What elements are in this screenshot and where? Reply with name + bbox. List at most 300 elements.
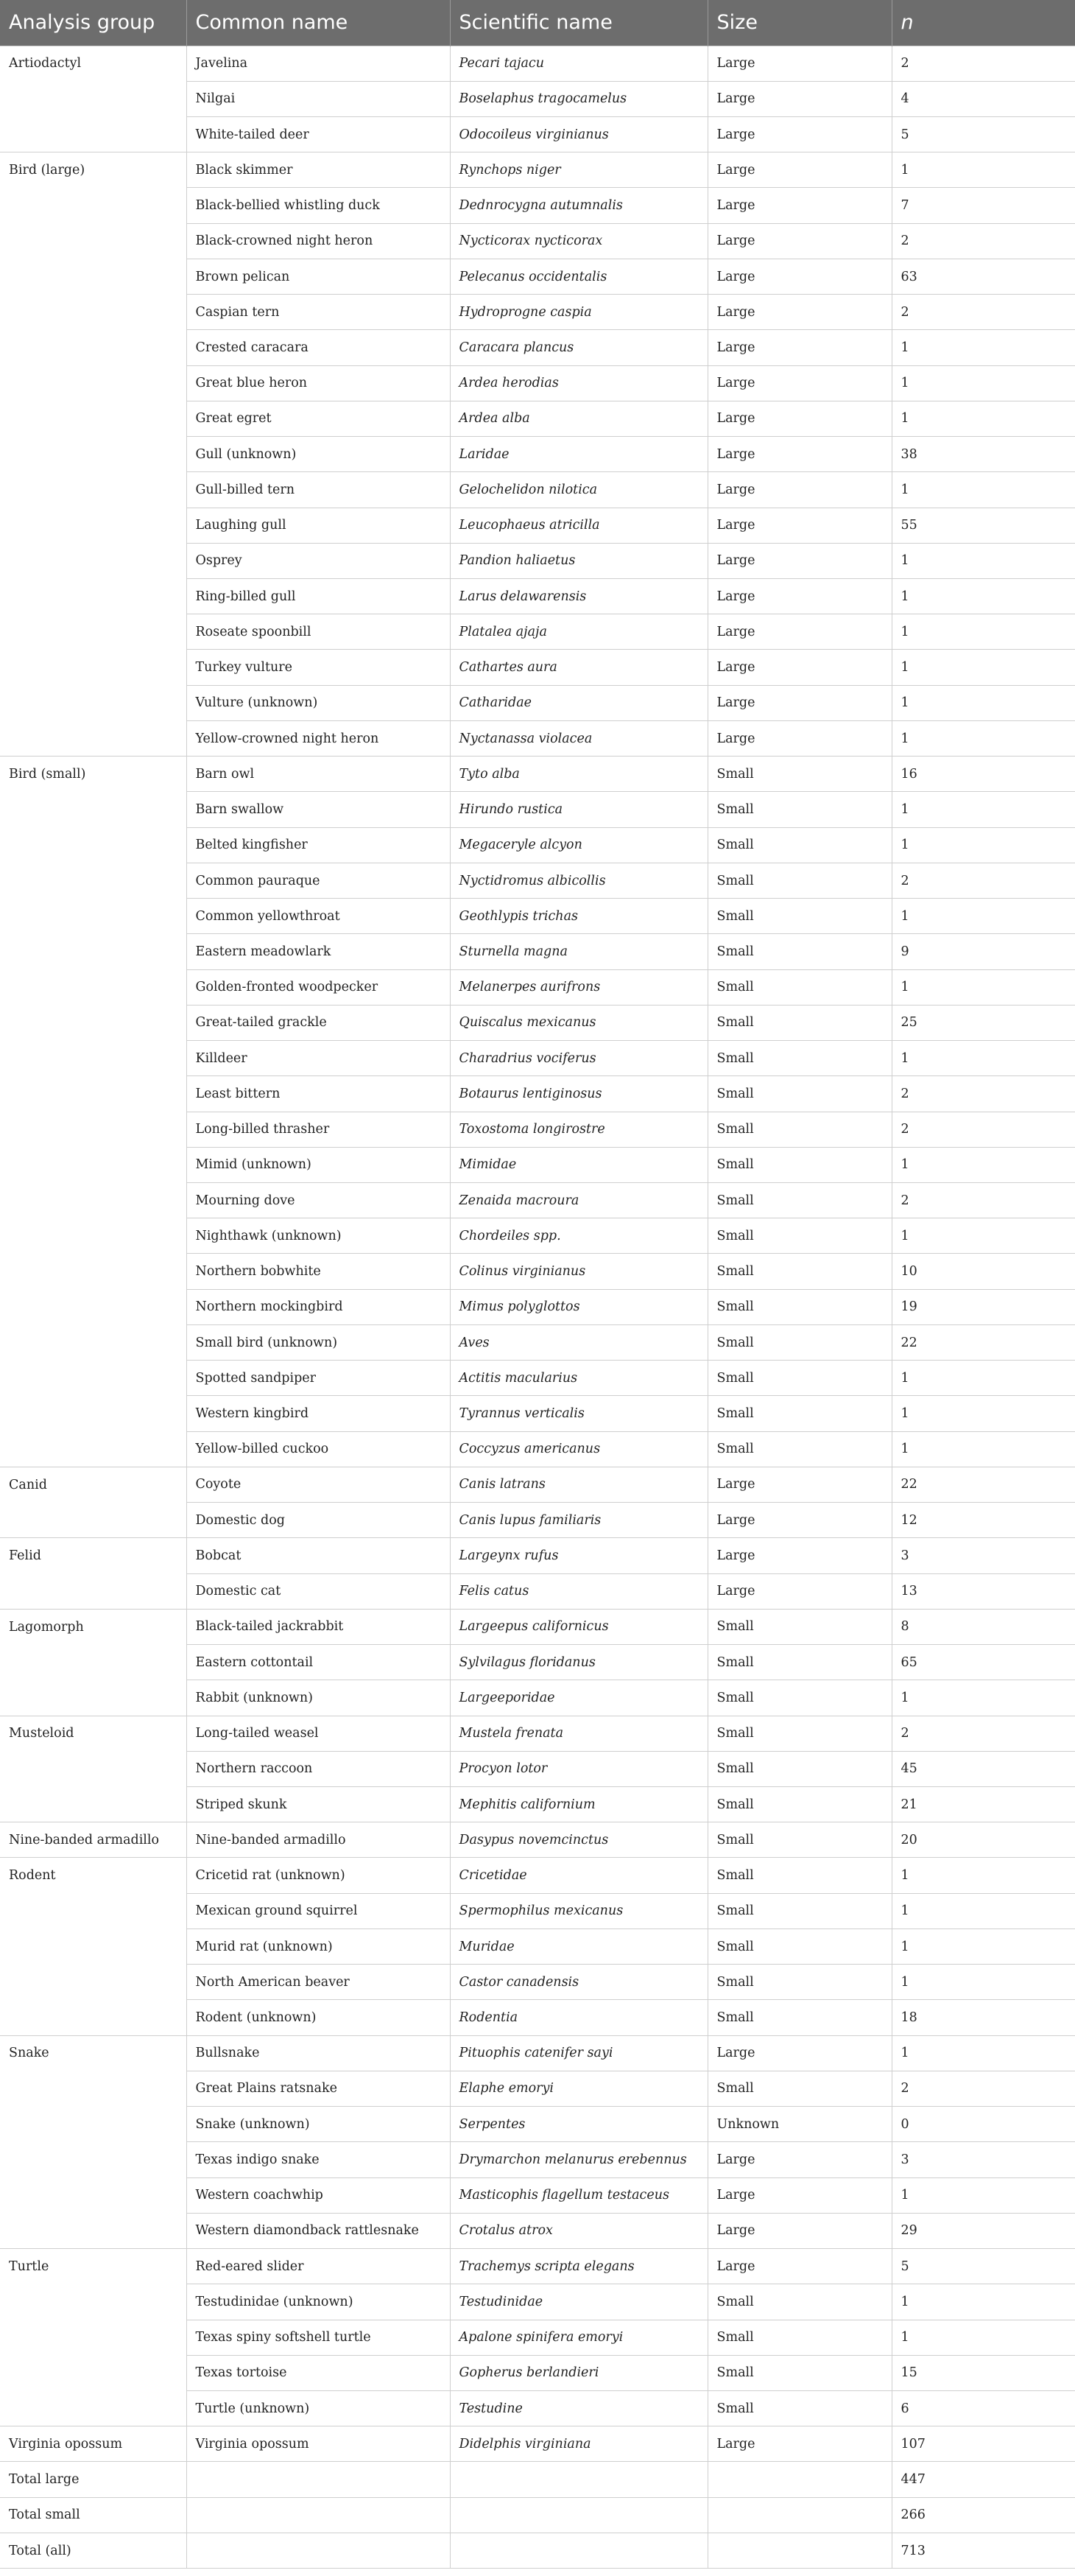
table-row [0,685,1075,720]
cell-n: 25 [892,1005,1075,1040]
cell-common-name: Rabbit (unknown) [186,1680,450,1716]
cell-n: 1 [892,2284,1075,2320]
cell-analysis-group [0,1361,186,1396]
cell-n: 1 [892,1680,1075,1716]
cell-analysis-group [0,437,186,472]
cell-analysis-group [0,330,186,365]
cell-analysis-group: Total (all) [0,2533,186,2568]
cell-n: 22 [892,1467,1075,1502]
table-row [0,152,1075,188]
cell-scientific-name: Pandion haliaetus [450,543,708,578]
table-row [0,2497,1075,2533]
cell-size: Small [708,757,892,792]
cell-n: 9 [892,934,1075,969]
cell-n: 21 [892,1786,1075,1822]
cell-size: Large [708,720,892,756]
table-row [0,2107,1075,2142]
cell-size: Large [708,508,892,543]
cell-size: Unknown [708,2107,892,2142]
cell-size: Small [708,1361,892,1396]
cell-n: 22 [892,1324,1075,1360]
cell-size: Large [708,1503,892,1538]
cell-scientific-name: Procyon lotor [450,1751,708,1786]
cell-n: 2 [892,46,1075,81]
cell-size: Small [708,1965,892,2000]
cell-common-name: Northern raccoon [186,1751,450,1786]
cell-size: Small [708,969,892,1005]
table-row [0,650,1075,685]
cell-analysis-group [0,81,186,116]
header-analysis-group: Analysis group [0,0,186,46]
cell-n: 1 [892,1361,1075,1396]
cell-size: Large [708,614,892,650]
table-row [0,401,1075,436]
cell-analysis-group [0,899,186,934]
cell-analysis-group [0,720,186,756]
cell-analysis-group: Felid [0,1538,186,1573]
cell-n: 1 [892,2320,1075,2355]
cell-size: Large [708,330,892,365]
cell-size: Small [708,1786,892,1822]
cell-common-name: Black-tailed jackrabbit [186,1609,450,1644]
cell-analysis-group [0,1112,186,1147]
cell-n: 38 [892,437,1075,472]
table-row [0,1076,1075,1112]
cell-n: 16 [892,757,1075,792]
cell-size: Small [708,1893,892,1929]
cell-analysis-group [0,1289,186,1324]
table-row [0,2035,1075,2071]
cell-scientific-name [450,2462,708,2497]
cell-common-name: Northern mockingbird [186,1289,450,1324]
cell-scientific-name: Megaceryle alcyon [450,827,708,863]
cell-size: Small [708,1218,892,1254]
cell-n: 1 [892,969,1075,1005]
cell-common-name: Virginia opossum [186,2426,450,2462]
cell-scientific-name: Hydroprogne caspia [450,295,708,330]
cell-common-name: Murid rat (unknown) [186,1929,450,1964]
cell-common-name: Bobcat [186,1538,450,1573]
cell-scientific-name: Zenaida macroura [450,1183,708,1218]
table-row [0,259,1075,294]
cell-analysis-group [0,614,186,650]
cell-scientific-name: Larus delawarensis [450,579,708,614]
table-row [0,330,1075,365]
cell-n: 15 [892,2355,1075,2390]
cell-common-name: Texas tortoise [186,2355,450,2390]
cell-n: 20 [892,1822,1075,1858]
cell-common-name: Snake (unknown) [186,2107,450,2142]
cell-scientific-name: Serpentes [450,2107,708,2142]
table-row [0,1929,1075,1964]
cell-size: Small [708,792,892,827]
cell-size: Large [708,295,892,330]
cell-analysis-group [0,1396,186,1431]
cell-common-name: Least bittern [186,1076,450,1112]
table-row [0,1680,1075,1716]
table-row [0,1965,1075,2000]
cell-common-name: Great egret [186,401,450,436]
cell-analysis-group: Lagomorph [0,1609,186,1644]
cell-analysis-group [0,579,186,614]
cell-n: 1 [892,827,1075,863]
cell-scientific-name [450,2497,708,2533]
cell-analysis-group [0,188,186,223]
table-row [0,2355,1075,2390]
cell-scientific-name: Nyctanassa violacea [450,720,708,756]
cell-common-name: Eastern meadowlark [186,934,450,969]
cell-n: 7 [892,188,1075,223]
cell-n: 1 [892,650,1075,685]
table-row [0,472,1075,508]
cell-analysis-group [0,259,186,294]
cell-analysis-group: Total small [0,2497,186,2533]
cell-size: Large [708,259,892,294]
cell-size: Large [708,116,892,152]
cell-n: 1 [892,1431,1075,1467]
table-row [0,437,1075,472]
cell-common-name: Western coachwhip [186,2177,450,2213]
cell-common-name: Golden-fronted woodpecker [186,969,450,1005]
cell-scientific-name: Geothlypis trichas [450,899,708,934]
cell-common-name: Osprey [186,543,450,578]
table-row [0,1254,1075,1289]
cell-size [708,2533,892,2568]
cell-scientific-name: Boselaphus tragocamelus [450,81,708,116]
cell-scientific-name: Sylvilagus floridanus [450,1645,708,1680]
cell-size: Large [708,2426,892,2462]
cell-analysis-group [0,2000,186,2035]
table-row [0,365,1075,401]
cell-size: Large [708,472,892,508]
table-row [0,1005,1075,1040]
cell-size: Small [708,2000,892,2035]
header-row [0,0,1075,46]
cell-scientific-name: Rodentia [450,2000,708,2035]
cell-n: 1 [892,685,1075,720]
cell-size: Small [708,1076,892,1112]
table-row [0,1041,1075,1076]
cell-n: 1 [892,1858,1075,1893]
table-row [0,1183,1075,1218]
cell-analysis-group [0,685,186,720]
table-row [0,2177,1075,2213]
cell-common-name: Long-tailed weasel [186,1716,450,1751]
cell-common-name: Texas indigo snake [186,2142,450,2177]
cell-analysis-group [0,1041,186,1076]
cell-analysis-group [0,2390,186,2426]
cell-analysis-group [0,543,186,578]
cell-common-name: Black-bellied whistling duck [186,188,450,223]
cell-n: 713 [892,2533,1075,2568]
cell-scientific-name: Aves [450,1324,708,1360]
cell-size: Large [708,1573,892,1609]
cell-n: 55 [892,508,1075,543]
header-n: n [892,0,1075,46]
cell-common-name: Roseate spoonbill [186,614,450,650]
cell-scientific-name: Castor canadensis [450,1965,708,2000]
table-row [0,1112,1075,1147]
cell-analysis-group: Rodent [0,1858,186,1893]
cell-analysis-group [0,2320,186,2355]
table-row [0,1645,1075,1680]
cell-common-name: Mimid (unknown) [186,1147,450,1182]
cell-size: Small [708,2390,892,2426]
cell-size: Small [708,1751,892,1786]
cell-n: 1 [892,1893,1075,1929]
cell-scientific-name: Canis lupus familiaris [450,1503,708,1538]
cell-scientific-name: Canis latrans [450,1467,708,1502]
cell-scientific-name: Tyrannus verticalis [450,1396,708,1431]
cell-scientific-name: Apalone spinifera emoryi [450,2320,708,2355]
table-row [0,2390,1075,2426]
cell-size: Small [708,1645,892,1680]
cell-analysis-group [0,1751,186,1786]
cell-common-name: Texas spiny softshell turtle [186,2320,450,2355]
cell-analysis-group [0,1218,186,1254]
cell-size: Small [708,1112,892,1147]
cell-common-name: Common pauraque [186,863,450,898]
cell-scientific-name: Drymarchon melanurus erebennus [450,2142,708,2177]
header-common-name: Common name [186,0,450,46]
table-row [0,899,1075,934]
cell-n: 2 [892,223,1075,259]
cell-size: Small [708,1431,892,1467]
cell-scientific-name: Ardea alba [450,401,708,436]
table-row [0,2426,1075,2462]
cell-analysis-group [0,1147,186,1182]
cell-analysis-group [0,863,186,898]
cell-size: Large [708,2177,892,2213]
cell-scientific-name: Muridae [450,1929,708,1964]
table-row [0,1431,1075,1467]
cell-size: Large [708,365,892,401]
cell-n: 5 [892,116,1075,152]
table-row [0,2533,1075,2568]
cell-common-name: Yellow-crowned night heron [186,720,450,756]
table-row [0,2213,1075,2248]
cell-analysis-group [0,223,186,259]
cell-analysis-group [0,1076,186,1112]
cell-n: 29 [892,2213,1075,2248]
table-row [0,1324,1075,1360]
table-row [0,188,1075,223]
cell-analysis-group: Musteloid [0,1716,186,1751]
cell-size: Small [708,1147,892,1182]
cell-scientific-name: Mimidae [450,1147,708,1182]
cell-analysis-group [0,401,186,436]
cell-common-name: Common yellowthroat [186,899,450,934]
table-row [0,1361,1075,1396]
cell-scientific-name: Melanerpes aurifrons [450,969,708,1005]
cell-common-name: Eastern cottontail [186,1645,450,1680]
table-row [0,579,1075,614]
cell-size: Large [708,81,892,116]
cell-n: 1 [892,330,1075,365]
cell-size: Small [708,1858,892,1893]
table-row [0,1218,1075,1254]
cell-n: 5 [892,2249,1075,2284]
cell-size [708,2462,892,2497]
cell-size: Small [708,2284,892,2320]
cell-size: Large [708,1467,892,1502]
cell-analysis-group [0,1503,186,1538]
cell-size: Large [708,437,892,472]
cell-scientific-name: Botaurus lentiginosus [450,1076,708,1112]
cell-analysis-group [0,2213,186,2248]
cell-analysis-group [0,1005,186,1040]
cell-size: Small [708,863,892,898]
cell-common-name: Javelina [186,46,450,81]
cell-common-name: Caspian tern [186,295,450,330]
cell-analysis-group [0,1324,186,1360]
cell-n: 45 [892,1751,1075,1786]
table-row [0,1716,1075,1751]
table-row [0,2249,1075,2284]
table-row [0,2071,1075,2106]
cell-n: 447 [892,2462,1075,2497]
cell-scientific-name: Colinus virginianus [450,1254,708,1289]
cell-n: 1 [892,365,1075,401]
cell-n: 1 [892,2177,1075,2213]
table-row [0,1609,1075,1644]
table-row [0,792,1075,827]
cell-analysis-group: Turtle [0,2249,186,2284]
table-row [0,1893,1075,1929]
cell-scientific-name: Platalea ajaja [450,614,708,650]
cell-size: Large [708,401,892,436]
cell-common-name [186,2533,450,2568]
cell-common-name: Gull (unknown) [186,437,450,472]
cell-analysis-group [0,1893,186,1929]
cell-size: Small [708,1183,892,1218]
cell-n: 8 [892,1609,1075,1644]
cell-common-name: Gull-billed tern [186,472,450,508]
cell-size [708,2497,892,2533]
cell-size: Small [708,2355,892,2390]
cell-common-name: Yellow-billed cuckoo [186,1431,450,1467]
cell-common-name: Western kingbird [186,1396,450,1431]
cell-n: 1 [892,579,1075,614]
header-scientific-name: Scientific name [450,0,708,46]
cell-scientific-name: Caracara plancus [450,330,708,365]
cell-size: Small [708,899,892,934]
cell-size: Large [708,685,892,720]
table-row [0,1467,1075,1502]
cell-size: Small [708,1041,892,1076]
cell-scientific-name: Actitis macularius [450,1361,708,1396]
cell-n: 2 [892,1183,1075,1218]
cell-scientific-name: Tyto alba [450,757,708,792]
cell-analysis-group: Snake [0,2035,186,2071]
cell-common-name: Small bird (unknown) [186,1324,450,1360]
cell-common-name: Great Plains ratsnake [186,2071,450,2106]
cell-analysis-group [0,1680,186,1716]
cell-analysis-group [0,1254,186,1289]
cell-common-name: North American beaver [186,1965,450,2000]
cell-n: 6 [892,2390,1075,2426]
header-size: Size [708,0,892,46]
cell-size: Small [708,1324,892,1360]
cell-analysis-group [0,365,186,401]
cell-n: 2 [892,1076,1075,1112]
cell-scientific-name: Masticophis flagellum testaceus [450,2177,708,2213]
table-row [0,1786,1075,1822]
cell-n: 1 [892,899,1075,934]
cell-analysis-group [0,2284,186,2320]
cell-common-name: Black skimmer [186,152,450,188]
table-body [0,46,1075,2569]
cell-common-name: Barn swallow [186,792,450,827]
table-row [0,1503,1075,1538]
table-row [0,1822,1075,1858]
cell-scientific-name: Catharidae [450,685,708,720]
cell-analysis-group: Virginia opossum [0,2426,186,2462]
cell-n: 1 [892,792,1075,827]
cell-scientific-name: Nyctidromus albicollis [450,863,708,898]
cell-size: Small [708,934,892,969]
cell-analysis-group [0,792,186,827]
cell-common-name: Domestic cat [186,1573,450,1609]
cell-n: 19 [892,1289,1075,1324]
cell-n: 4 [892,81,1075,116]
cell-n: 2 [892,863,1075,898]
cell-scientific-name: Chordeiles spp. [450,1218,708,1254]
cell-scientific-name: Pelecanus occidentalis [450,259,708,294]
cell-common-name: Laughing gull [186,508,450,543]
cell-analysis-group [0,969,186,1005]
cell-common-name: Great-tailed grackle [186,1005,450,1040]
cell-analysis-group [0,2071,186,2106]
table-row [0,1538,1075,1573]
cell-size: Small [708,1005,892,1040]
cell-common-name: Brown pelican [186,259,450,294]
cell-analysis-group: Canid [0,1467,186,1502]
cell-common-name: Domestic dog [186,1503,450,1538]
cell-scientific-name: Spermophilus mexicanus [450,1893,708,1929]
table-row [0,2320,1075,2355]
cell-scientific-name [450,2533,708,2568]
cell-common-name: Black-crowned night heron [186,223,450,259]
table-row [0,1289,1075,1324]
cell-scientific-name: Crotalus atrox [450,2213,708,2248]
cell-analysis-group [0,508,186,543]
table-row [0,1751,1075,1786]
cell-analysis-group: Nine-banded armadillo [0,1822,186,1858]
cell-n: 1 [892,1965,1075,2000]
cell-common-name: Red-eared slider [186,2249,450,2284]
cell-scientific-name: Testudinidae [450,2284,708,2320]
cell-scientific-name: Pituophis catenifer sayi [450,2035,708,2071]
cell-common-name: Vulture (unknown) [186,685,450,720]
cell-size: Large [708,2035,892,2071]
table-row [0,1147,1075,1182]
cell-scientific-name: Ardea herodias [450,365,708,401]
table-row [0,969,1075,1005]
cell-size: Small [708,1822,892,1858]
cell-scientific-name: Toxostoma longirostre [450,1112,708,1147]
cell-analysis-group [0,2355,186,2390]
cell-common-name: Turtle (unknown) [186,2390,450,2426]
cell-scientific-name: Largeeporidae [450,1680,708,1716]
cell-n: 1 [892,401,1075,436]
cell-n: 65 [892,1645,1075,1680]
cell-analysis-group: Bird (large) [0,152,186,188]
cell-common-name: Striped skunk [186,1786,450,1822]
cell-size: Large [708,2142,892,2177]
cell-n: 1 [892,1041,1075,1076]
cell-scientific-name: Gelochelidon nilotica [450,472,708,508]
